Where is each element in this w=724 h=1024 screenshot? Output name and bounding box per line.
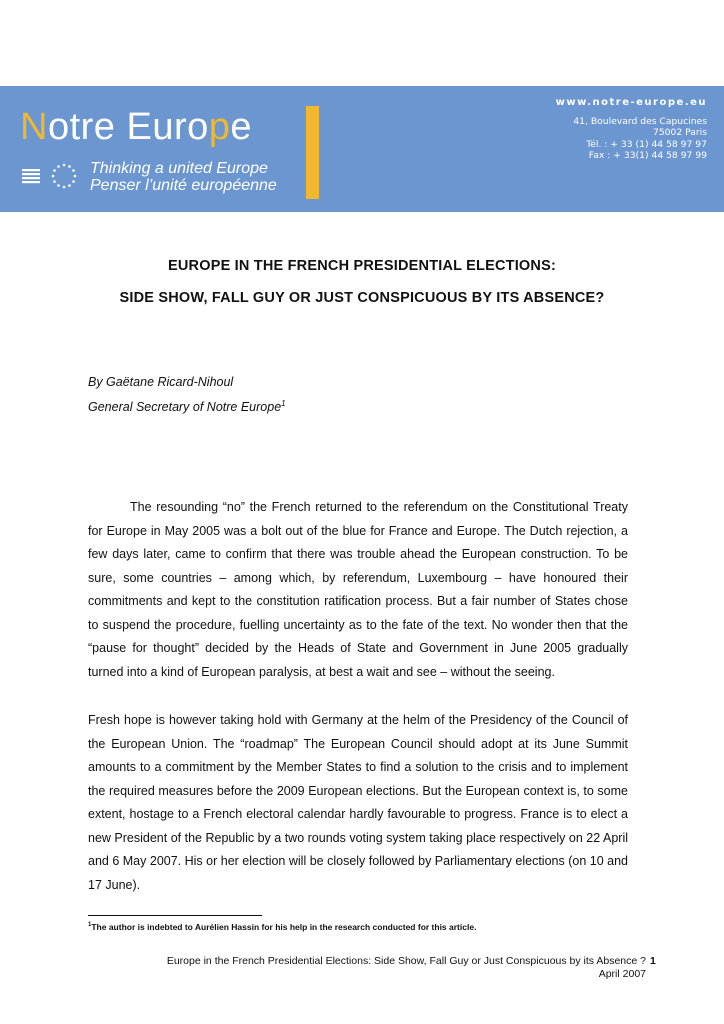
page-number: 1 <box>650 955 656 967</box>
header-banner <box>0 86 724 212</box>
title-line-2: SIDE SHOW, FALL GUY OR JUST CONSPICUOUS BY ITS ABSENCE? <box>119 290 605 306</box>
footnote: $^1$The author is indebted to Aurélien Hassin for his help in the research conducted for this article. <box>88 922 477 932</box>
running-title: Europe in the French Presidential Elections: Side Show, Fall Guy or Just Conspicuous by its Absence ? <box>166 955 646 967</box>
eu-stars-icon <box>50 162 78 190</box>
address-city: 75002 Paris <box>652 127 707 138</box>
contact-block <box>556 97 707 162</box>
document-lines-icon <box>22 168 40 186</box>
footnote-text: The author is indebted to Aurélien Hassin for his help in the research conducted for this article. <box>91 922 477 932</box>
author-role: General Secretary of Notre Europe$^1$ <box>88 399 286 415</box>
notre-europe-logo: Notre Europe <box>20 106 253 148</box>
address-street: 41, Boulevard des Capucines <box>573 115 707 127</box>
title-line-1: EUROPE IN THE FRENCH PRESIDENTIAL ELECTIONS: <box>168 258 556 274</box>
footer-date: April 2007 <box>598 968 646 980</box>
website-link[interactable]: www.notre-europe.eu <box>555 97 707 108</box>
author-byline: By Gaëtane Ricard-Nihoul <box>88 375 234 389</box>
footnote-divider <box>88 915 262 916</box>
tagline <box>90 160 277 194</box>
page-footer <box>167 955 646 981</box>
body-paragraph-1: The resounding “no” the French returned to the referendum on the Constitutional Treaty for Europe in May 2005 was a bolt out of the blue for France and Europe. The Dutch rejection, a few days later, came to confirm that there was trouble ahead the European construction. To be sure, some countries – among which, by referendum, Luxembourg – have honoured their commitments and kept to the constitution ratification process. But a fair number of States chose to suspend the procedure, fuelling uncertainty as to the fate of the text. No wonder then that the “pause for thought” decided by the Heads of State and Government in June 2005 gradually turned into a kind of European paralysis, at best a wait and see – without the seeing. <box>88 500 628 679</box>
logo-accent-bar <box>306 106 319 199</box>
tagline-english: Thinking a united Europe <box>90 160 268 177</box>
fax-number: Fax : + 33(1) 44 58 97 99 <box>588 150 707 161</box>
tagline-french: Penser l’unité européenne <box>90 177 277 194</box>
phone-number: Tél. : + 33 (1) 44 58 97 97 <box>586 138 707 150</box>
body-paragraph-2: Fresh hope is however taking hold with Germany at the helm of the Presidency of the Council of the European Union. The “roadmap” The European Council should adopt at its June Summit amounts to a commitment by the Member States to find a solution to the crisis and to implement the required measures before the 2009 European elections. But the European context is, to some extent, hostage to a French electoral calendar hardly favourable to progress. France is to elect a new President of the Republic by a two rounds voting system taking place respectively on 22 April and 6 May 2007. His or her election will be closely followed by Parliamentary elections (on 10 and 17 June). <box>88 713 628 892</box>
footnote-reference[interactable]: 1 <box>281 399 286 408</box>
